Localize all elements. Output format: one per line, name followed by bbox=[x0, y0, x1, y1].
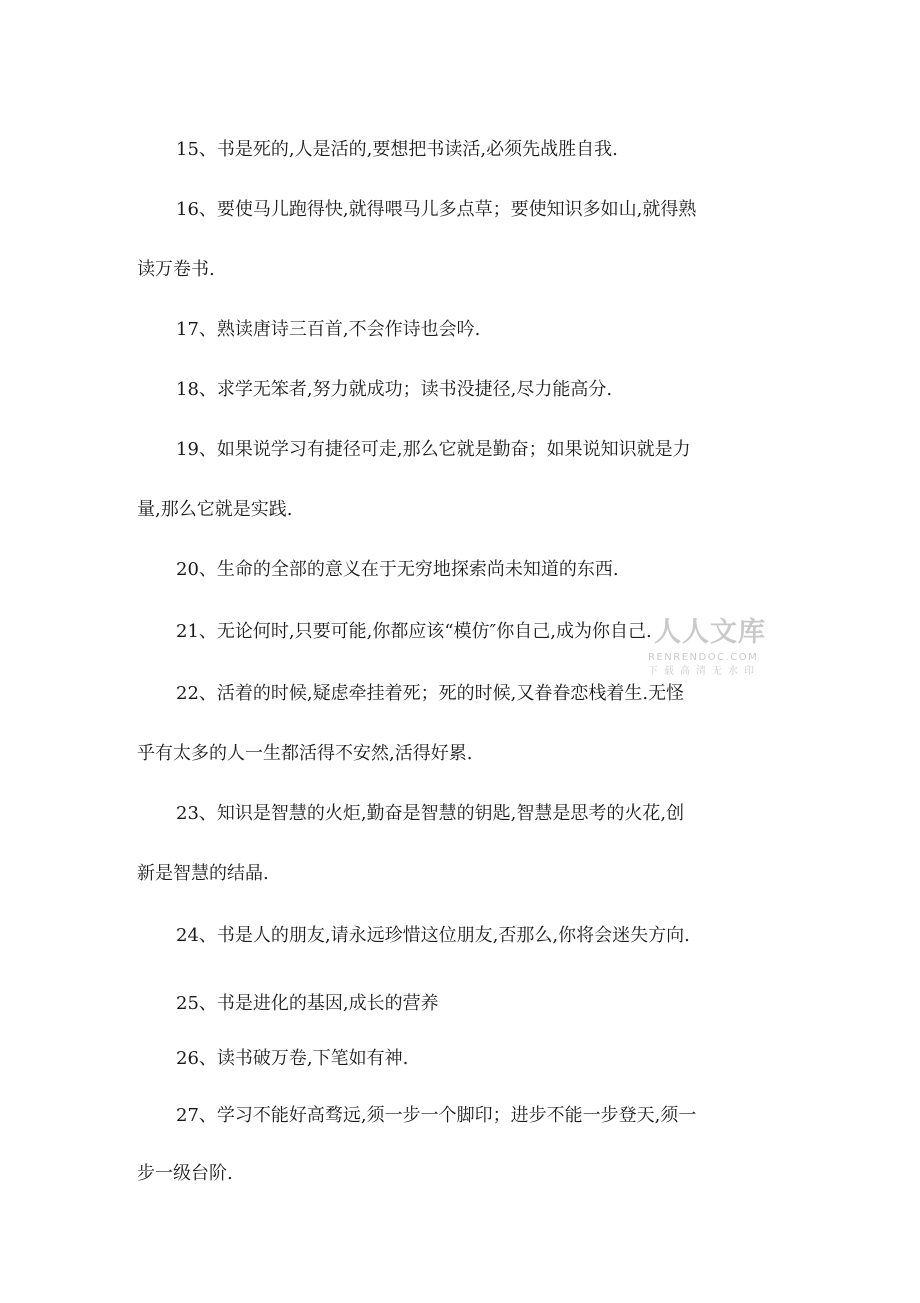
watermark-title: 人人文库 bbox=[654, 617, 766, 648]
paragraph-27-line-1: 27、学习不能好高骛远,须一步一个脚印；进步不能一步登天,须一 bbox=[176, 1105, 697, 1126]
paragraph-19-line-2: 量,那么它就是实践. bbox=[137, 499, 293, 520]
paragraph-18: 18、求学无笨者,努力就成功；读书没捷径,尽力能高分. bbox=[176, 379, 613, 400]
paragraph-15: 15、书是死的,人是活的,要想把书读活,必须先战胜自我. bbox=[176, 139, 618, 160]
watermark-logo bbox=[646, 618, 774, 684]
paragraph-24: 24、书是人的朋友,请永远珍惜这位朋友,否那么,你将会迷失方向. bbox=[176, 925, 690, 946]
paragraph-27-line-2: 步一级台阶. bbox=[137, 1163, 233, 1184]
paragraph-16-line-2: 读万卷书. bbox=[137, 259, 215, 280]
paragraph-16-line-1: 16、要使马儿跑得快,就得喂马儿多点草；要使知识多如山,就得熟 bbox=[176, 199, 697, 220]
paragraph-17: 17、熟读唐诗三百首,不会作诗也会吟. bbox=[176, 319, 481, 340]
paragraph-23-line-2: 新是智慧的结晶. bbox=[137, 863, 269, 884]
paragraph-19-line-1: 19、如果说学习有捷径可走,那么它就是勤奋；如果说知识就是力 bbox=[176, 439, 691, 460]
watermark-subtitle: 下载高清无水印 bbox=[648, 666, 760, 677]
paragraph-23-line-1: 23、知识是智慧的火炬,勤奋是智慧的钥匙,智慧是思考的火花,创 bbox=[176, 803, 685, 824]
paragraph-22-line-2: 乎有太多的人一生都活得不安然,活得好累. bbox=[137, 743, 473, 764]
paragraph-21: 21、无论何时,只要可能,你都应该“模仿″你自己,成为你自己. bbox=[176, 621, 652, 642]
watermark-domain: RENRENDOC.COM bbox=[648, 652, 759, 663]
paragraph-26: 26、读书破万卷,下笔如有神. bbox=[176, 1048, 409, 1069]
paragraph-20: 20、生命的全部的意义在于无穷地探索尚未知道的东西. bbox=[176, 559, 619, 580]
paragraph-25: 25、书是进化的基因,成长的营养 bbox=[176, 993, 439, 1014]
paragraph-22-line-1: 22、活着的时候,疑虑牵挂着死；死的时候,又眷眷恋栈着生.无怪 bbox=[176, 683, 685, 704]
